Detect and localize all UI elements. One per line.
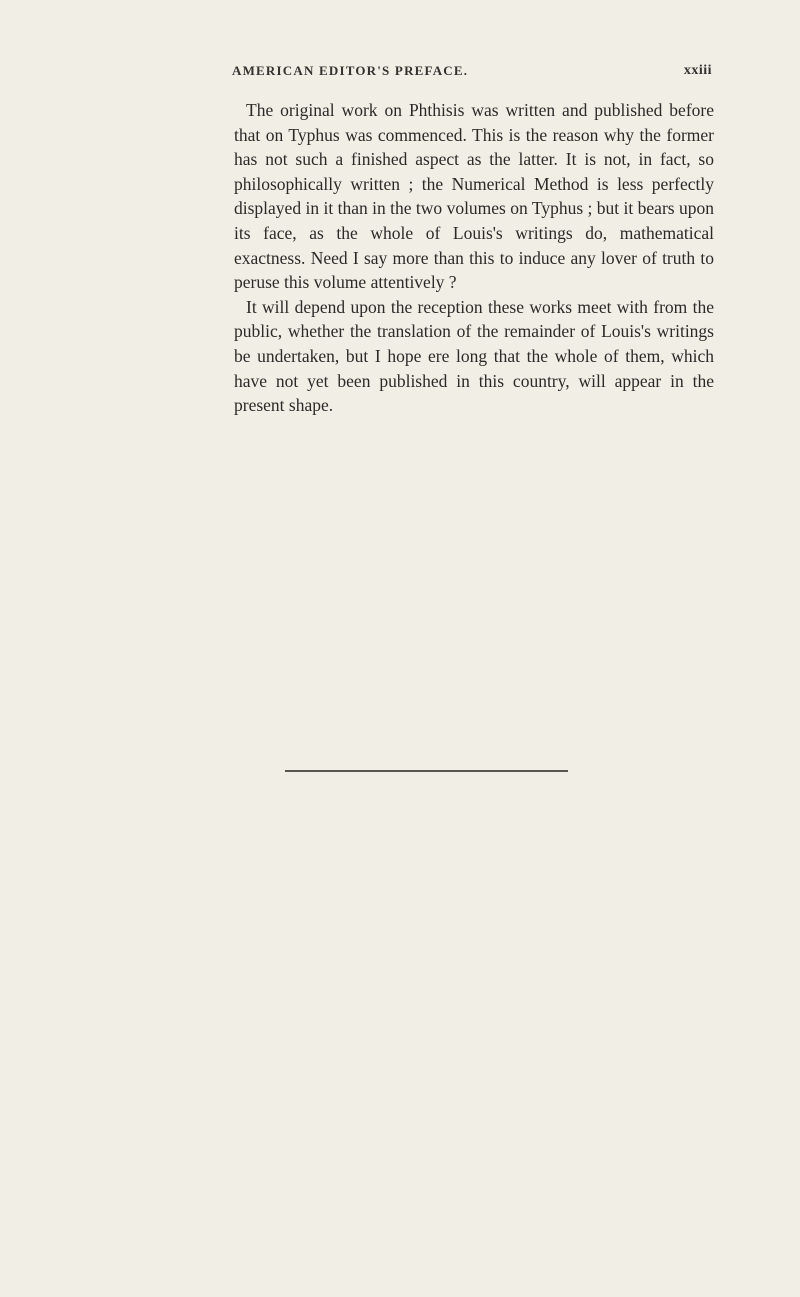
running-head <box>232 63 712 83</box>
running-title: AMERICAN EDITOR'S PREFACE. <box>232 63 469 78</box>
section-divider <box>285 770 568 772</box>
paragraph: It will depend upon the reception these works meet with from the public, whether the translation of the remainder of Louis's writings be undertaken, but I hope ere long that the whole of them, which have not yet been published in this country, will appear in the present shape. <box>234 296 714 416</box>
paragraph: The original work on Phthisis was written and published before that on Typhus was commenced. This is the reason why the former has not such a finished aspect as the latter. It is not, in fact, so philosophically written ; the Numerical Method is less perfectly displayed in it than in the two volumes on Typhus ; but it bears upon its face, as the whole of Louis's writings do, mathematical exactness. Need I say more than this to induce any lover of truth to peruse this volume attentively ? <box>234 100 714 293</box>
body-text <box>234 98 714 418</box>
page-number: xxiii <box>683 63 712 78</box>
